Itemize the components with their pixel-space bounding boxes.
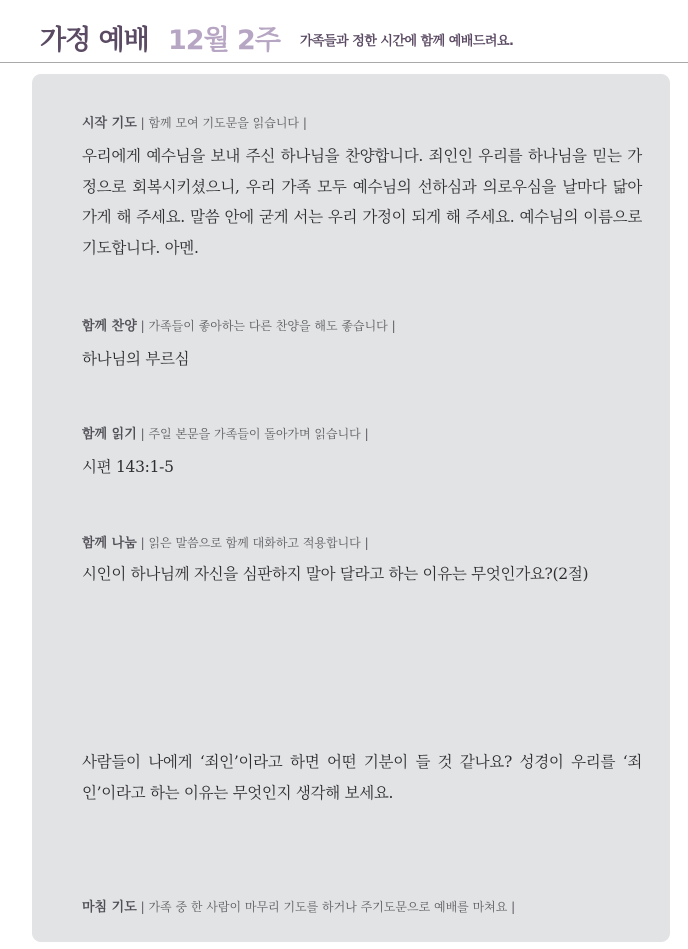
closing-prayer-section (82, 896, 642, 915)
section-label: 시작 기도 (82, 116, 137, 131)
week-label: 12월 2주 (168, 25, 280, 56)
section-label: 함께 읽기 (82, 427, 137, 442)
discussion-question-1: 시인이 하나님께 자신을 심판하지 말아 달라고 하는 이유는 무엇인가요?(2절) (82, 565, 589, 583)
section-note: | 함께 모여 기도문을 읽습니다 | (140, 116, 307, 130)
opening-prayer-section (82, 112, 642, 263)
section-note: | 가족들이 좋아하는 다른 찬양을 해도 좋습니다 | (140, 319, 396, 333)
sharing-section (82, 532, 642, 590)
praise-section (82, 315, 642, 370)
section-label: 마침 기도 (82, 900, 137, 915)
section-header (82, 532, 642, 551)
page-title: 가정 예배 (40, 25, 149, 56)
hymn-title: 하나님의 부르심 (82, 350, 190, 368)
page-header (0, 0, 688, 63)
section-note: | 읽은 말씀으로 함께 대화하고 적용합니다 | (140, 536, 369, 550)
section-header (82, 315, 642, 334)
section-label: 함께 나눔 (82, 536, 137, 551)
reading-section (82, 423, 642, 478)
section-header (82, 896, 642, 915)
section-label: 함께 찬양 (82, 319, 137, 334)
worship-card (32, 74, 670, 942)
discussion-question-2-block (82, 747, 642, 808)
discussion-question-2: 사람들이 나에게 ‘죄인’이라고 하면 어떤 기분이 들 것 같나요? 성경이 우리를 ‘죄인’이라고 하는 이유는 무엇인지 생각해 보세요. (82, 753, 642, 802)
page-subtitle: 가족들과 정한 시간에 함께 예배드려요. (300, 34, 514, 49)
section-note: | 주일 본문을 가족들이 돌아가며 읽습니다 | (140, 427, 369, 441)
scripture-reference: 시편 143:1-5 (82, 458, 174, 476)
section-header (82, 423, 642, 442)
opening-prayer-text: 우리에게 예수님을 보내 주신 하나님을 찬양합니다. 죄인인 우리를 하나님을 믿는 가정으로 회복시키셨으니, 우리 가족 모두 예수님의 선하심과 의로우심을 날마다 닮아 가게 해 주세요. 말씀 안에 굳게 서는 우리 가정이 되게 해 주세요. 예수님의 이름으로 기도합니다. 아멘. (82, 147, 642, 257)
section-header (82, 112, 642, 131)
section-note: | 가족 중 한 사람이 마무리 기도를 하거나 주기도문으로 예배를 마쳐요 | (140, 900, 516, 914)
